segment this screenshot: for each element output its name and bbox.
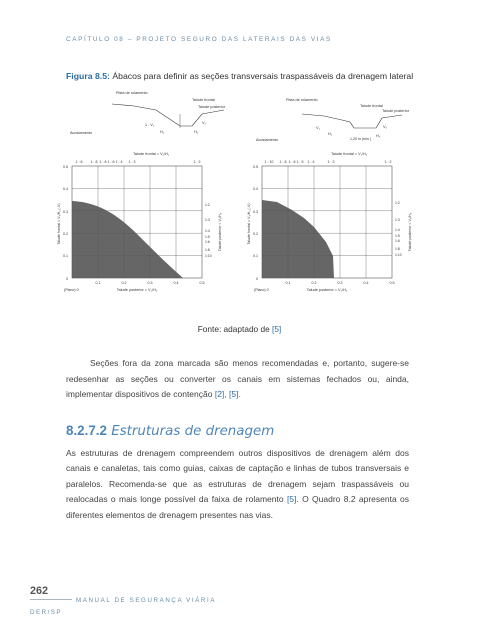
left-top-ticks [76, 160, 201, 164]
left-x-tick: 0.5 [199, 281, 205, 285]
left-x-tick: 0.2 [121, 281, 127, 285]
right-safe-zone [262, 200, 334, 278]
left-top-tick: 1 : 2 [193, 160, 201, 164]
left-x-start: (Plano) 0 [64, 288, 79, 292]
right-right-ticks [395, 201, 402, 257]
right-right-tick: 1:6 [395, 239, 400, 243]
right-right-tick: 1:2 [395, 201, 400, 205]
footer-org: DER/SP [30, 609, 63, 616]
right-x-title: Talude posterior = V₂/H₂ [306, 288, 348, 292]
right-x-tick: 0.5 [389, 281, 395, 285]
right-top-ticks [265, 160, 392, 164]
section-number: 8.2.7.2 [66, 423, 107, 438]
right-sketch-back: Talude posterior [382, 109, 410, 113]
figure-source-text: Fonte: adaptado de [197, 324, 273, 334]
right-x-tick: 0.2 [311, 281, 317, 285]
left-y-tick: 0.1 [63, 254, 68, 258]
left-y-title: Talude frontal = V₁/H₁ (-V) [57, 203, 61, 245]
right-top-tick: 1 : 3 [327, 160, 335, 164]
left-y-tick: 0.2 [63, 232, 68, 236]
left-y-tick: 0.5 [63, 165, 68, 169]
right-top-tick: 1 : 5 [296, 160, 304, 164]
left-right-ticks [205, 203, 212, 258]
left-y-tick: 0 [66, 277, 68, 281]
right-y-tick: 0.4 [253, 187, 258, 191]
right-sketch-front: Talude frontal [360, 104, 383, 108]
footer-book-title: MANUAL DE SEGURANÇA VIÁRIA [76, 597, 217, 604]
left-y-tick: 0.4 [63, 187, 68, 191]
left-sketch-h2: H₂ [194, 130, 199, 134]
left-top-tick: 1 : 3 [128, 160, 136, 164]
left-y-ticks [63, 165, 68, 281]
right-x-tick: 0.4 [363, 281, 369, 285]
right-top-tick: 1 : 2 [384, 160, 392, 164]
left-right-tick: 1:8 [205, 248, 210, 252]
right-right-tick: 1:4 [395, 228, 400, 232]
left-right-title: Talude posterior = V₂/H₂ [218, 212, 222, 252]
figure-caption [66, 71, 413, 81]
left-x-tick: 0.4 [173, 281, 179, 285]
right-y-tick: 0 [256, 277, 258, 281]
right-right-title: Talude posterior = V₂/H₂ [408, 212, 412, 252]
figure-title: Ábacos para definir as seções transversais traspassáveis da drenagem lateral [109, 71, 414, 81]
right-panel [247, 98, 412, 292]
left-top-tick: 1 : 8 [99, 160, 107, 164]
footer-rule [30, 599, 72, 600]
left-right-tick: 1:3 [205, 218, 210, 222]
left-sketch-bottom: Acostamento [70, 131, 93, 135]
paragraph-1-refs[interactable]: [2], [5]. [214, 389, 241, 400]
right-right-tick: 1:5 [395, 234, 400, 238]
left-right-tick: 1:2 [205, 203, 210, 207]
paragraph-2-text-b: . O Quadro 8.2 apresenta os diferentes elementos de drenagem presentes nas vias. [66, 494, 409, 520]
right-top-tick: 1 : 6 [288, 160, 296, 164]
right-top-tick: 1 : 8 [279, 160, 287, 164]
figure-source-ref[interactable]: [5] [272, 324, 282, 334]
figure-drenagem [52, 84, 432, 314]
paragraph-1 [66, 356, 409, 403]
paragraph-2-ref[interactable]: [5] [286, 494, 297, 505]
right-y-tick: 0.5 [253, 165, 258, 169]
left-top-axis-title: Talude frontal = V₁/H₁ [132, 152, 170, 156]
right-sketch-v2: V₂ [383, 125, 388, 129]
right-right-tick: 1:10 [395, 253, 402, 257]
left-top-tick: 1 : 6 [107, 160, 115, 164]
paragraph-2-text-a: As estruturas de drenagem compreendem outros dispositivos de drenagem além dos canais e canaletas, tais como guias, caixas de captação e linhas de tubos transversais e paralelos. Recomenda-se que as estruturas de drenagem sejam traspassáveis ou realocadas o mais longe possível da faixa de rolamento [66, 448, 409, 505]
left-x-ticks [96, 281, 205, 285]
left-panel [57, 91, 226, 292]
right-sketch-width: 1,20 m (mín.) [350, 137, 372, 141]
right-right-tick: 1:3 [395, 218, 400, 222]
right-sketch-bottom: Acostamento [256, 138, 279, 142]
left-sketch-front: Talude frontal [192, 98, 215, 102]
right-x-start: (Plano) 0 [254, 288, 269, 292]
left-sketch-back: Talude posterior [198, 105, 226, 109]
section-heading [66, 423, 274, 439]
right-y-title: Talude frontal = V₁/H₁ (-V) [247, 203, 251, 245]
left-right-tick: 1:10 [205, 254, 212, 258]
right-right-tick: 1:8 [395, 247, 400, 251]
left-sketch-h1: H₁ [160, 130, 165, 134]
page-number: 262 [30, 585, 49, 597]
right-x-ticks [286, 281, 395, 285]
left-y-tick: 0.3 [63, 210, 68, 214]
left-sketch-edge: Pista de rolamento [116, 91, 148, 95]
figure-source [0, 324, 479, 334]
right-sketch-edge: Pista de rolamento [286, 98, 318, 102]
left-right-tick: 1:5 [205, 235, 210, 239]
left-x-tick: 0.3 [147, 281, 153, 285]
section-title: Estruturas de drenagem [106, 424, 275, 439]
left-top-tick: 1 : 6 [75, 160, 83, 164]
right-y-tick: 0.3 [253, 210, 258, 214]
right-y-ticks [253, 165, 258, 281]
right-y-tick: 0.2 [253, 232, 258, 236]
left-top-tick: 1 : 8 [90, 160, 98, 164]
chapter-header: CAPÍTULO 08 – PROJETO SEGURO DAS LATERAIS DAS VIAS [66, 36, 332, 43]
right-top-tick: 1 : 10 [264, 160, 274, 164]
right-top-tick: 1 : 4 [307, 160, 315, 164]
right-sketch-h2: H₂ [376, 134, 381, 138]
paragraph-1-text: Seções fora da zona marcada são menos recomendadas e, portanto, sugere-se redesenhar as seções ou converter os canais em sistemas fechados ou, ainda, implementar dispositivos de contenção [66, 358, 409, 400]
left-safe-zone [72, 201, 183, 278]
left-x-title: Talude posterior = V₂/H₂ [116, 288, 158, 292]
left-right-tick: 1:4 [205, 229, 210, 233]
paragraph-2 [66, 446, 409, 523]
figure-label: Figura 8.5: [66, 71, 110, 81]
right-sketch-v1: V₁ [316, 126, 320, 130]
left-x-tick: 0.1 [95, 281, 101, 285]
left-sketch-v2: V₂ [202, 121, 207, 125]
right-y-tick: 0.1 [253, 254, 258, 258]
right-sketch-h1: H₁ [328, 132, 333, 136]
right-x-tick: 0.3 [337, 281, 343, 285]
right-top-axis-title: Talude frontal = V₁/H₁ [330, 152, 368, 156]
left-right-tick: 1:6 [205, 240, 210, 244]
right-x-tick: 0.1 [285, 281, 291, 285]
left-top-tick: 1 : 4 [115, 160, 123, 164]
left-sketch-v1: 1 : V₁ [145, 123, 155, 127]
